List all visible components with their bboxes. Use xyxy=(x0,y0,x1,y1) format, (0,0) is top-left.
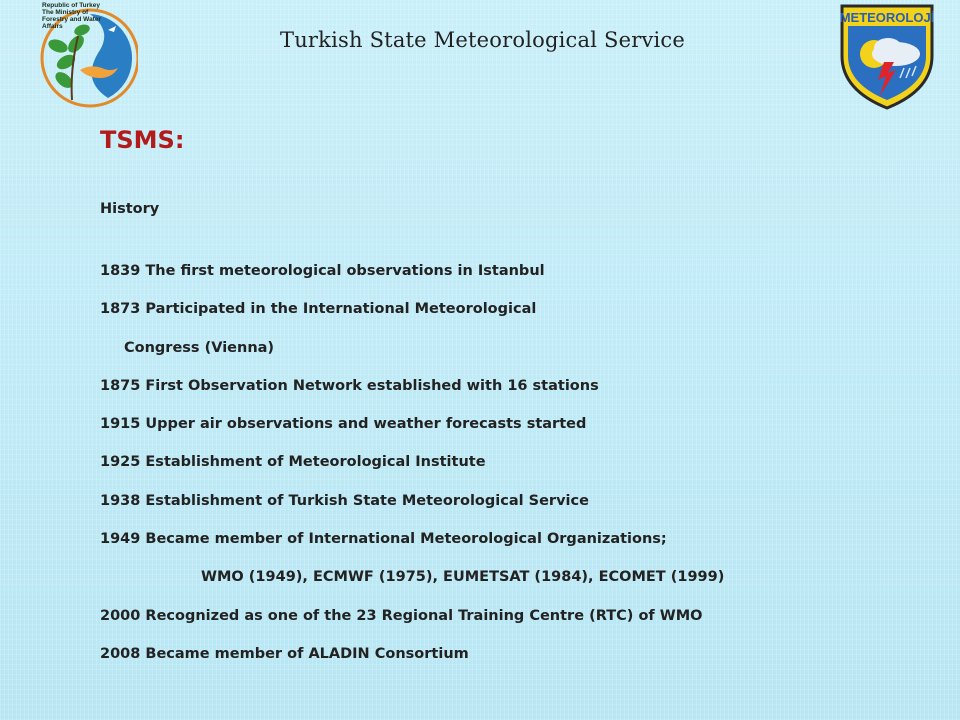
ministry-logo xyxy=(20,0,138,112)
timeline-item-continuation: Congress (Vienna) xyxy=(124,339,275,356)
timeline-item: 1915 Upper air observations and weather forecasts started xyxy=(100,416,587,433)
history-timeline xyxy=(100,258,724,679)
timeline-item: 1839 The first meteorological observations in Istanbul xyxy=(100,263,545,279)
timeline-item: 2008 Became member of ALADIN Consortium xyxy=(100,645,469,662)
page-heading: TSMS: xyxy=(100,126,185,154)
badge-text: METEOROLOJİ xyxy=(839,10,935,25)
timeline-item: 1925 Establishment of Meteorological Institute xyxy=(100,454,486,471)
timeline-item: 1938 Establishment of Turkish State Meteorological Service xyxy=(100,492,589,509)
meteoroloji-shield-icon xyxy=(838,2,936,110)
timeline-item: 1875 First Observation Network established with 16 stations xyxy=(100,377,599,394)
ministry-name: Republic of Turkey The Ministry of Forestry and Water Affairs xyxy=(42,2,101,30)
timeline-item-continuation: WMO (1949), ECMWF (1975), EUMETSAT (1984), ECOMET (1999) xyxy=(201,569,725,586)
timeline-item: 1873 Participated in the International Meteorological xyxy=(100,301,537,318)
timeline-item: 2000 Recognized as one of the 23 Regional Training Centre (RTC) of WMO xyxy=(100,607,703,624)
organization-title: Turkish State Meteorological Service xyxy=(280,28,686,52)
section-title: History xyxy=(100,201,160,217)
meteoroloji-badge xyxy=(838,2,936,110)
timeline-item: 1949 Became member of International Meteorological Organizations; xyxy=(100,531,667,548)
